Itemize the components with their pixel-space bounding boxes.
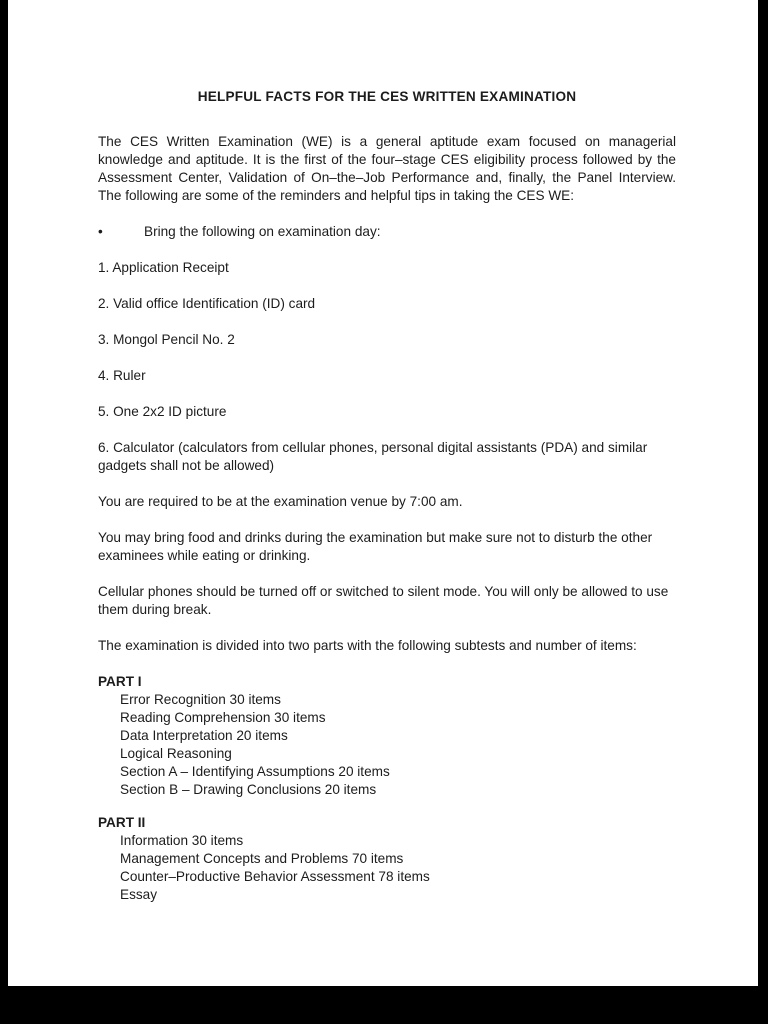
- part-1-section: [98, 673, 676, 799]
- numbered-item-3: 3. Mongol Pencil No. 2: [98, 332, 235, 347]
- bullet-item-text: Bring the following on examination day:: [144, 224, 381, 239]
- part-1-item: Section A – Identifying Assumptions 20 items: [120, 764, 390, 779]
- part-2-item: Counter–Productive Behavior Assessment 78 items: [120, 869, 430, 884]
- part-2-item: Information 30 items: [120, 833, 244, 848]
- numbered-item-5: 5. One 2x2 ID picture: [98, 404, 227, 419]
- part-1-list: [98, 691, 676, 799]
- part-1-item: Section B – Drawing Conclusions 20 items: [120, 782, 377, 797]
- numbered-item-1: 1. Application Receipt: [98, 260, 229, 275]
- part-1-item: Data Interpretation 20 items: [120, 728, 288, 743]
- bullet-icon: •: [98, 224, 103, 239]
- paragraph-venue-time: You are required to be at the examination venue by 7:00 am.: [98, 494, 463, 509]
- part-2-item: Management Concepts and Problems 70 items: [120, 851, 404, 866]
- part-1-item: Reading Comprehension 30 items: [120, 710, 326, 725]
- part-1-heading: PART I: [98, 674, 142, 689]
- numbered-item-6: 6. Calculator (calculators from cellular phones, personal digital assistants (PDA) and similar gadgets shall not be allowed): [98, 440, 648, 473]
- part-2-section: [98, 814, 676, 904]
- bullet-list-item: [98, 223, 676, 241]
- intro-paragraph: The CES Written Examination (WE) is a general aptitude exam focused on managerial knowledge and aptitude. It is the first of the four–stage CES eligibility process followed by the Assessment Center, Validation of On–the–Job Performance and, finally, the Panel Interview. The following are some of the reminders and helpful tips in taking the CES WE:: [98, 134, 676, 203]
- numbered-item-2: 2. Valid office Identification (ID) card: [98, 296, 316, 311]
- part-2-list: [98, 832, 676, 904]
- paragraph-exam-parts-intro: The examination is divided into two parts with the following subtests and number of items:: [98, 638, 637, 653]
- document-title: HELPFUL FACTS FOR THE CES WRITTEN EXAMINATION: [197, 89, 577, 104]
- paragraph-food-drinks: You may bring food and drinks during the examination but make sure not to disturb the other examinees while eating or drinking.: [98, 530, 653, 563]
- paragraph-cellular-phones: Cellular phones should be turned off or switched to silent mode. You will only be allowed to use them during break.: [98, 584, 669, 617]
- part-1-item: Error Recognition 30 items: [120, 692, 281, 707]
- document-page: [8, 0, 758, 986]
- numbered-item-4: 4. Ruler: [98, 368, 146, 383]
- part-2-item: Essay: [120, 887, 158, 902]
- part-1-item: Logical Reasoning: [120, 746, 232, 761]
- part-2-heading: PART II: [98, 815, 146, 830]
